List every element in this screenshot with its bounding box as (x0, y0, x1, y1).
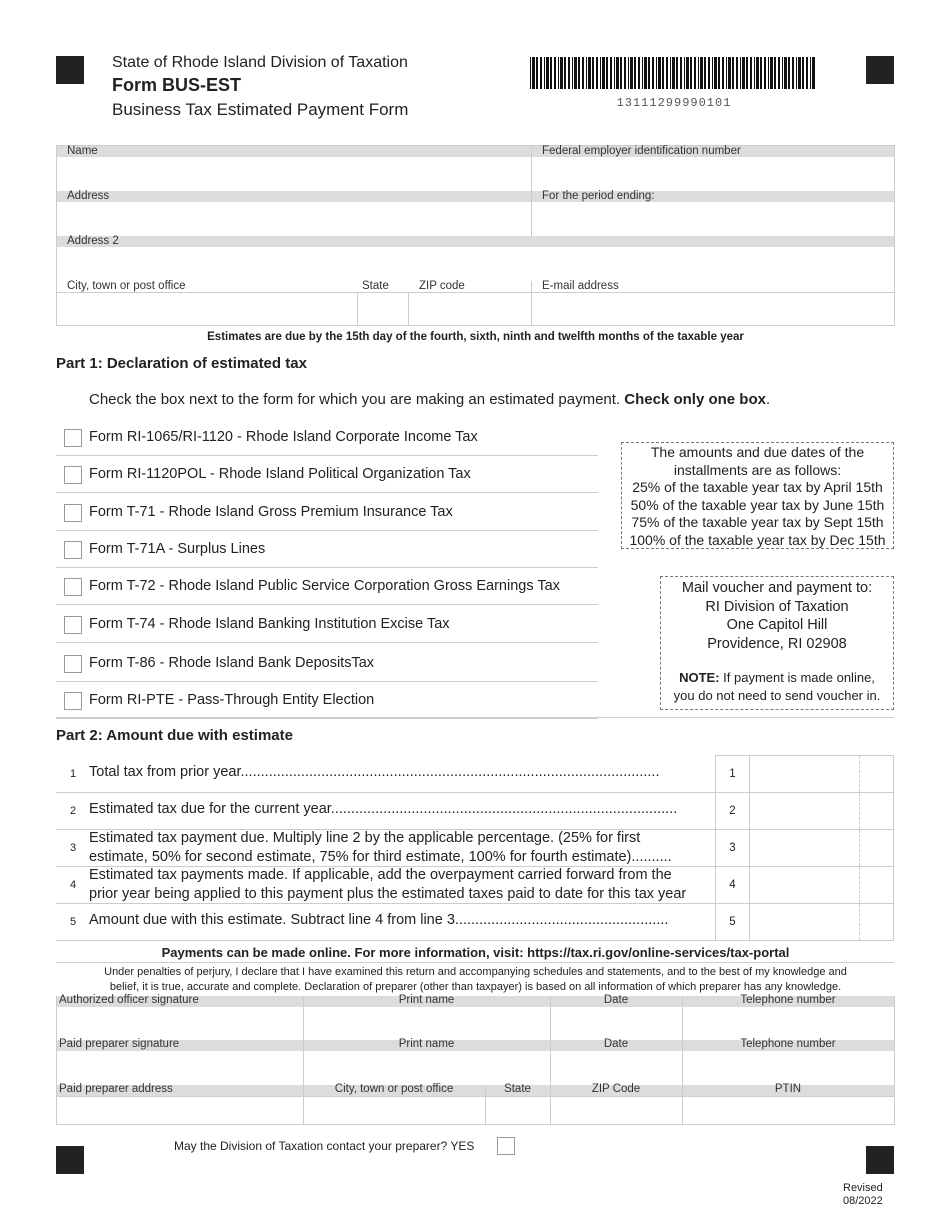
amount-input[interactable] (751, 756, 859, 792)
email-label: E-mail address (542, 280, 619, 292)
barcode-bar (764, 57, 766, 89)
amount-line-row (56, 830, 894, 867)
address-label: Address (67, 190, 110, 202)
registration-mark-bottom-right (866, 1146, 894, 1174)
form-option-label: Form RI-1120POL - Rhode Island Political Organization Tax (89, 466, 471, 482)
line-description-text: Total tax from prior year........................................................................................................ (89, 764, 660, 780)
officer-telephone-label: Telephone number (740, 994, 836, 1006)
barcode-bar (798, 57, 801, 89)
line-description (89, 829, 714, 867)
barcode-bar (756, 57, 759, 89)
barcode-bar (638, 57, 640, 89)
preparer-state-label: State (504, 1083, 531, 1095)
preparer-address-label: Paid preparer address (59, 1083, 173, 1095)
amount-box (715, 867, 894, 903)
barcode-bar (708, 57, 710, 89)
barcode-bar (554, 57, 556, 89)
barcode-bar (672, 57, 675, 89)
barcode-bar (770, 57, 773, 89)
agency-name: State of Rhode Island Division of Taxation (112, 54, 408, 71)
mail-line-4: Providence, RI 02908 (707, 635, 847, 652)
form-option-row[interactable] (56, 531, 598, 568)
barcode-bar (652, 57, 654, 89)
amount-box-line-number: 4 (716, 867, 750, 903)
contact-preparer-question: May the Division of Taxation contact your preparer? YES (174, 1139, 475, 1153)
barcode-number: 13111299990101 (616, 96, 732, 110)
form-option-checkbox[interactable] (64, 655, 82, 673)
form-option-checkbox[interactable] (64, 504, 82, 522)
preparer-zip-label: ZIP Code (591, 1083, 641, 1095)
amount-box-line-number: 3 (716, 830, 750, 866)
barcode-bar (572, 57, 573, 89)
line-number: 5 (70, 916, 77, 928)
barcode-bar (644, 57, 647, 89)
installment-line-4: 50% of the taxable year tax by June 15th (630, 496, 885, 513)
barcode-bar (810, 57, 811, 89)
form-option-row[interactable] (56, 606, 598, 643)
barcode-bar (722, 57, 724, 89)
form-option-label: Form T-86 - Rhode Island Bank DepositsTax (89, 655, 375, 671)
barcode-bar (578, 57, 580, 89)
barcode-bar (564, 57, 566, 89)
amount-box-line-number: 1 (716, 756, 750, 792)
barcode-bar (662, 57, 664, 89)
barcode-bar (796, 57, 797, 89)
barcode-bar (532, 57, 535, 89)
barcode-bar (536, 57, 538, 89)
ptin-field[interactable] (684, 1098, 892, 1123)
form-option-checkbox[interactable] (64, 541, 82, 559)
amount-cents-cell[interactable] (859, 756, 893, 792)
line-number: 3 (70, 842, 77, 854)
installment-line-2: installments are as follows: (673, 461, 842, 478)
city-label: City, town or post office (67, 280, 186, 292)
officer-signature-field[interactable] (59, 1008, 301, 1039)
address2-label: Address 2 (67, 235, 119, 247)
name-label: Name (67, 145, 98, 157)
barcode-bar (656, 57, 657, 89)
barcode-bar (704, 57, 706, 89)
barcode-bar (606, 57, 608, 89)
barcode-bar (774, 57, 776, 89)
officer-date-label: Date (603, 994, 629, 1006)
city-field[interactable] (59, 294, 355, 325)
form-option-checkbox[interactable] (64, 692, 82, 710)
form-title: Business Tax Estimated Payment Form (112, 100, 409, 119)
registration-mark-bottom-left (56, 1146, 84, 1174)
online-payment-note: Payments can be made online. For more information, visit: https://tax.ri.gov/online-services/tax-portal (161, 945, 790, 960)
amount-input[interactable] (751, 793, 859, 829)
barcode-bar (726, 57, 727, 89)
amount-box-line-number: 2 (716, 793, 750, 829)
registration-mark-top-right (866, 56, 894, 84)
barcode-bar (742, 57, 745, 89)
signature-grid (56, 996, 895, 1125)
zip-label: ZIP code (419, 280, 465, 292)
due-date-note: Estimates are due by the 15th day of the fourth, sixth, ninth and twelfth months of the taxable year (207, 331, 744, 343)
mail-note-line-2: you do not need to send voucher in. (673, 688, 881, 703)
barcode-bar (782, 57, 783, 89)
officer-date-field[interactable] (552, 1008, 680, 1039)
barcode-bar (686, 57, 689, 89)
barcode-bar (784, 57, 787, 89)
form-option-row[interactable] (56, 568, 598, 605)
barcode-bar (768, 57, 769, 89)
period-ending-label: For the period ending: (542, 190, 655, 202)
form-option-label: Form T-71A - Surplus Lines (89, 541, 266, 557)
amount-line-row (56, 756, 894, 793)
amount-cents-cell[interactable] (859, 867, 893, 903)
line-description (89, 866, 714, 904)
state-label: State (362, 280, 389, 292)
amount-line-row (56, 867, 894, 904)
email-field[interactable] (535, 294, 891, 325)
revision-date (843, 1182, 883, 1208)
form-option-checkbox[interactable] (64, 429, 82, 447)
form-option-label: Form RI-PTE - Pass-Through Entity Election (89, 692, 375, 708)
preparer-city-field[interactable] (305, 1098, 483, 1123)
line-description-text: Amount due with this estimate. Subtract line 4 from line 3..................................................... (89, 912, 669, 928)
form-option-row[interactable] (56, 456, 598, 493)
amount-box (715, 830, 894, 866)
amount-line-row (56, 793, 894, 830)
installment-schedule-box (621, 442, 894, 549)
registration-mark-top-left (56, 56, 84, 84)
form-option-checkbox[interactable] (64, 466, 82, 484)
barcode-bar (676, 57, 678, 89)
line-number: 2 (70, 805, 77, 817)
form-option-row[interactable] (56, 645, 598, 682)
period-ending-field[interactable] (535, 203, 891, 235)
line-description-text: Estimated tax payment due. Multiply line 2 by the applicable percentage. (25% for first (89, 830, 641, 846)
line-description-text-2: prior year being applied to this payment plus the estimated taxes paid to date for this tax year (89, 886, 687, 902)
address-field[interactable] (59, 203, 527, 235)
barcode-bar (614, 57, 615, 89)
barcode-bar (666, 57, 668, 89)
mail-line-3: One Capitol Hill (726, 617, 828, 633)
barcode-bar (700, 57, 703, 89)
perjury-statement (56, 965, 895, 995)
amount-cents-cell[interactable] (859, 904, 893, 940)
amount-cents-cell[interactable] (859, 830, 893, 866)
officer-telephone-field[interactable] (684, 1008, 892, 1039)
barcode-bar (546, 57, 549, 89)
form-option-label: Form T-72 - Rhode Island Public Service Corporation Gross Earnings Tax (89, 578, 560, 594)
barcode-bar (540, 57, 542, 89)
perjury-line-1: Under penalties of perjury, I declare that I have examined this return and accompanying schedules and statements, and to the best of my knowledge and (104, 966, 847, 978)
barcode-bar (602, 57, 605, 89)
form-id: Form BUS-EST (112, 75, 242, 95)
yes-label: YES (450, 1139, 475, 1153)
barcode-bar (694, 57, 696, 89)
installment-line-6: 100% of the taxable year tax by Dec 15th (629, 531, 886, 548)
barcode-bar (698, 57, 699, 89)
form-option-row[interactable] (56, 682, 598, 719)
preparer-date-field[interactable] (552, 1052, 680, 1084)
barcode-bar (616, 57, 619, 89)
barcode-bar (802, 57, 804, 89)
preparer-telephone-field[interactable] (684, 1052, 892, 1084)
barcode-bar (684, 57, 685, 89)
installment-line-5: 75% of the taxable year tax by Sept 15th (631, 514, 884, 530)
form-option-label: Form T-71 - Rhode Island Gross Premium Insurance Tax (89, 504, 453, 520)
barcode-bar (586, 57, 587, 89)
line-description (89, 911, 714, 930)
barcode-bar (718, 57, 720, 89)
barcode-bar (680, 57, 682, 89)
barcode-bar (732, 57, 734, 89)
barcode-bar (746, 57, 748, 89)
preparer-state-field[interactable] (487, 1098, 548, 1123)
zip-field[interactable] (410, 294, 530, 325)
barcode-bar (574, 57, 577, 89)
barcode-bar (610, 57, 612, 89)
barcode (530, 57, 818, 89)
part1-instruction: Check the box next to the form for which you are making an estimated payment. Check only one box. (89, 391, 771, 408)
barcode-bar (600, 57, 601, 89)
form-option-label: Form T-74 - Rhode Island Banking Institution Excise Tax (89, 616, 450, 632)
line-description-text: Estimated tax due for the current year...................................................................................... (89, 801, 678, 817)
mail-line-1: Mail voucher and payment to: (681, 580, 873, 596)
state-field[interactable] (359, 294, 407, 325)
amount-box (715, 756, 894, 792)
barcode-bar (648, 57, 650, 89)
barcode-bar (750, 57, 752, 89)
line-number: 4 (70, 879, 77, 891)
barcode-bar (596, 57, 598, 89)
barcode-bar (628, 57, 629, 89)
amount-box (715, 793, 894, 829)
amount-box-line-number: 5 (716, 904, 750, 940)
barcode-bar (624, 57, 626, 89)
barcode-bar (588, 57, 591, 89)
barcode-bar (806, 57, 808, 89)
line-number: 1 (70, 768, 77, 780)
barcode-bar (740, 57, 741, 89)
barcode-bar (690, 57, 692, 89)
line-description-text: Estimated tax payments made. If applicable, add the overpayment carried forward from the (89, 867, 672, 883)
fein-label: Federal employer identification number (542, 145, 741, 157)
officer-signature-label: Authorized officer signature (59, 994, 199, 1006)
barcode-bar (728, 57, 731, 89)
taxpayer-info-grid (56, 145, 895, 326)
preparer-date-label: Date (603, 1038, 629, 1050)
barcode-bar (582, 57, 584, 89)
barcode-bar (788, 57, 790, 89)
line-description (89, 763, 714, 782)
preparer-telephone-label: Telephone number (740, 1038, 836, 1050)
installment-line-1: The amounts and due dates of the (650, 444, 865, 460)
preparer-signature-field[interactable] (59, 1052, 301, 1084)
officer-print-name-field[interactable] (305, 1008, 548, 1039)
barcode-bar (568, 57, 570, 89)
preparer-print-name-field[interactable] (305, 1052, 548, 1084)
amount-line-row (56, 904, 894, 941)
perjury-line-2: belief, it is true, accurate and complete. Declaration of preparer (other than taxpayer) is based on all information of which preparer has any knowledge. (109, 981, 842, 993)
form-option-label: Form RI-1065/RI-1120 - Rhode Island Corporate Income Tax (89, 429, 478, 445)
preparer-city-label: City, town or post office (334, 1083, 454, 1095)
mail-note: NOTE: If payment is made online, (679, 670, 875, 685)
amount-input[interactable] (751, 904, 859, 940)
barcode-bar (544, 57, 545, 89)
name-field[interactable] (59, 158, 527, 190)
barcode-bar (530, 57, 531, 89)
barcode-bar (712, 57, 713, 89)
barcode-bar (670, 57, 671, 89)
preparer-zip-field[interactable] (552, 1098, 680, 1123)
barcode-bar (634, 57, 636, 89)
line-description (89, 800, 714, 819)
barcode-bar (714, 57, 717, 89)
barcode-bar (550, 57, 552, 89)
barcode-bar (620, 57, 622, 89)
contact-preparer-yes-checkbox[interactable] (497, 1137, 515, 1155)
part1-title: Part 1: Declaration of estimated tax (56, 355, 307, 372)
barcode-bar (560, 57, 563, 89)
ptin-label: PTIN (774, 1083, 802, 1095)
barcode-bar (630, 57, 633, 89)
barcode-bar (754, 57, 755, 89)
barcode-bar (736, 57, 738, 89)
fein-field[interactable] (535, 158, 891, 190)
form-option-row[interactable] (56, 419, 598, 456)
installment-line-3: 25% of the taxable year tax by April 15th (632, 479, 883, 495)
preparer-print-name-label: Print name (398, 1038, 455, 1050)
revised-date-value: 08/2022 (843, 1195, 883, 1207)
part2-title: Part 2: Amount due with estimate (56, 727, 293, 744)
barcode-bar (642, 57, 643, 89)
barcode-bar (760, 57, 762, 89)
form-option-checkbox[interactable] (64, 616, 82, 634)
preparer-address-field[interactable] (59, 1098, 301, 1123)
preparer-signature-label: Paid preparer signature (59, 1038, 180, 1050)
amount-input[interactable] (751, 867, 859, 903)
form-option-checkbox[interactable] (64, 578, 82, 596)
barcode-bar (658, 57, 661, 89)
barcode-bar (558, 57, 559, 89)
amount-box (715, 904, 894, 940)
form-option-row[interactable] (56, 494, 598, 531)
revised-label: Revised (843, 1182, 883, 1194)
barcode-bar (792, 57, 794, 89)
barcode-bar (778, 57, 780, 89)
line-description-text-2: estimate, 50% for second estimate, 75% for third estimate, 100% for fourth estimate).......... (89, 849, 672, 865)
barcode-bar (812, 57, 815, 89)
amount-cents-cell[interactable] (859, 793, 893, 829)
officer-print-name-label: Print name (398, 994, 455, 1006)
address2-field[interactable] (59, 248, 891, 280)
amount-input[interactable] (751, 830, 859, 866)
barcode-bar (592, 57, 594, 89)
mail-line-2: RI Division of Taxation (705, 598, 849, 615)
mailing-address-box (660, 576, 894, 710)
